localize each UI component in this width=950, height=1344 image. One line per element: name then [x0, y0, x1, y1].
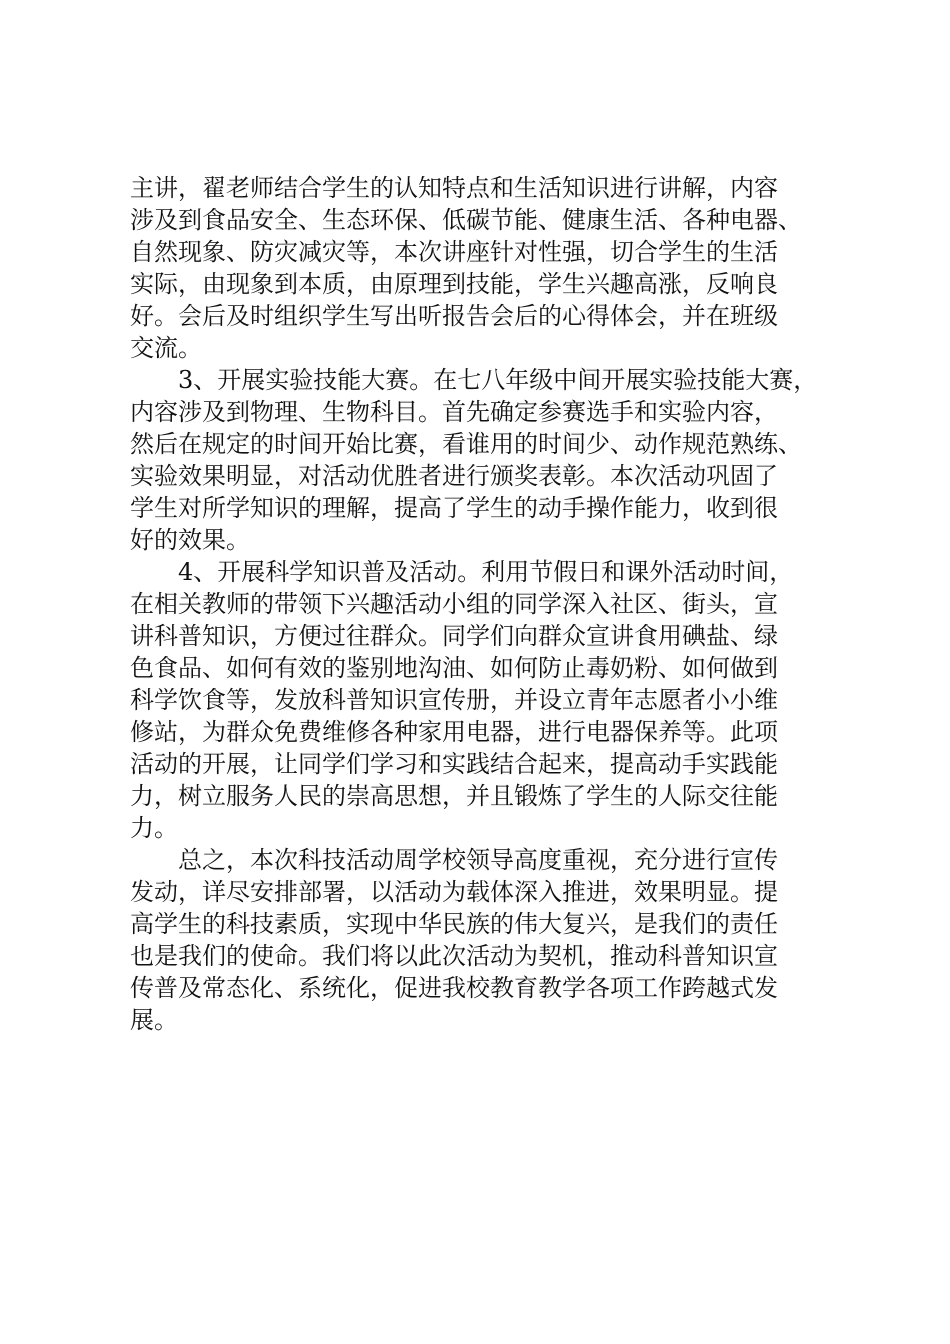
- text-line: 交流。: [130, 334, 202, 362]
- text-line: 主讲，翟老师结合学生的认知特点和生活知识进行讲解，内容: [130, 174, 778, 202]
- text-line: 修站，为群众免费维修各种家用电器，进行电器保养等。此项: [130, 718, 778, 746]
- text-line: 色食品、如何有效的鉴别地沟油、如何防止毒奶粉、如何做到: [130, 654, 778, 682]
- text-line: 在相关教师的带领下兴趣活动小组的同学深入社区、街头，宣: [130, 590, 778, 618]
- text-line: 活动的开展，让同学们学习和实践结合起来，提高动手实践能: [130, 750, 778, 778]
- text-line: 高学生的科技素质，实现中华民族的伟大复兴，是我们的责任: [130, 910, 778, 938]
- text-line: 总之，本次科技活动周学校领导高度重视，充分进行宣传: [178, 846, 778, 874]
- text-line: 讲科普知识，方便过往群众。同学们向群众宣讲食用碘盐、绿: [130, 622, 778, 650]
- text-line: 力，树立服务人民的崇高思想，并且锻炼了学生的人际交往能: [130, 782, 778, 810]
- text-line: 传普及常态化、系统化，促进我校教育教学各项工作跨越式发: [130, 974, 778, 1002]
- paragraph-experiment-contest: [130, 364, 830, 556]
- text-line: 实验效果明显，对活动优胜者进行颁奖表彰。本次活动巩固了: [130, 462, 778, 490]
- paragraph-science-outreach: [130, 556, 830, 844]
- text-line: 科学饮食等，发放科普知识宣传册，并设立青年志愿者小小维: [130, 686, 778, 714]
- paragraph-summary: [130, 844, 830, 1036]
- text-line: 也是我们的使命。我们将以此次活动为契机，推动科普知识宣: [130, 942, 778, 970]
- text-line: 好的效果。: [130, 526, 250, 554]
- text-line: 4、开展科学知识普及活动。利用节假日和课外活动时间，: [178, 558, 794, 586]
- text-line: 内容涉及到物理、生物科目。首先确定参赛选手和实验内容，: [130, 398, 778, 426]
- text-line: 发动，详尽安排部署，以活动为载体深入推进，效果明显。提: [130, 878, 778, 906]
- text-line: 展。: [130, 1006, 178, 1034]
- text-line: 然后在规定的时间开始比赛，看谁用的时间少、动作规范熟练、: [130, 430, 802, 458]
- paragraph-continuation: [130, 172, 830, 364]
- text-line: 涉及到食品安全、生态环保、低碳节能、健康生活、各种电器、: [130, 206, 802, 234]
- text-line: 实际，由现象到本质，由原理到技能，学生兴趣高涨，反响良: [130, 270, 778, 298]
- text-line: 自然现象、防灾减灾等，本次讲座针对性强，切合学生的生活: [130, 238, 778, 266]
- text-line: 好。会后及时组织学生写出听报告会后的心得体会，并在班级: [130, 302, 778, 330]
- document-body: [130, 172, 830, 1036]
- text-line: 3、开展实验技能大赛。在七八年级中间开展实验技能大赛，: [178, 366, 818, 394]
- text-line: 力。: [130, 814, 178, 842]
- text-line: 学生对所学知识的理解，提高了学生的动手操作能力，收到很: [130, 494, 778, 522]
